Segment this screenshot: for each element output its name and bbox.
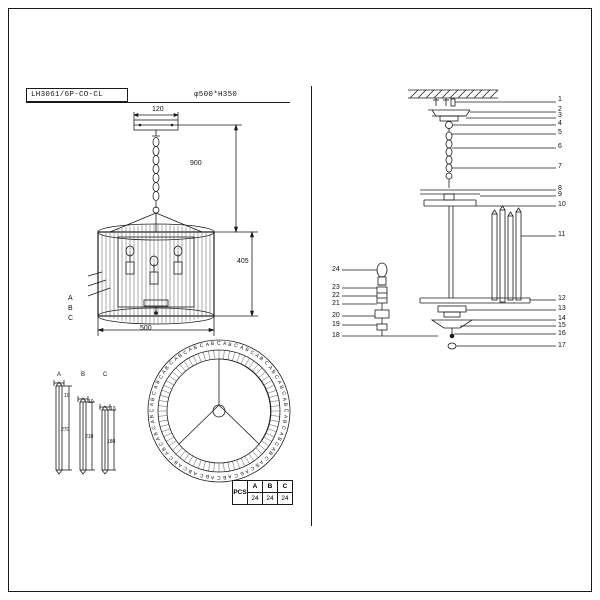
plan-ring-letter: C [168, 454, 176, 461]
plan-ring-letter: A [187, 346, 194, 354]
plan-ring-letter: A [164, 450, 172, 457]
callout-left-23: 23 [332, 284, 340, 291]
plan-ring-letter: A [193, 469, 199, 477]
plan-ring-letter: A [149, 402, 156, 407]
callout-right-17: 17 [558, 342, 566, 349]
callout-right-5: 5 [558, 129, 562, 136]
plan-ring-letter: A [177, 461, 184, 469]
dimension-text: φ500*H350 [194, 91, 238, 99]
plan-ring-letter: A [280, 396, 288, 402]
plan-ring-letter: B [152, 430, 160, 436]
plan-ring-letter: C [157, 374, 165, 381]
plan-ring-letter: C [182, 349, 189, 357]
plan-ring-letter: C [248, 349, 256, 357]
callout-right-4: 4 [558, 120, 562, 127]
pcs-table-val-c: 24 [278, 493, 293, 505]
plan-ring-letter: B [222, 473, 227, 480]
callout-right-14: 14 [558, 315, 566, 322]
elevation-crystal-label-b: B [68, 305, 73, 312]
callout-left-18: 18 [332, 332, 340, 339]
plan-ring-letter: C [248, 464, 256, 472]
plan-ring-letter: A [204, 341, 210, 349]
plan-ring-letter: B [253, 461, 260, 469]
plan-ring-letter: C [272, 374, 280, 381]
plan-ring-letter: C [262, 454, 270, 461]
pcs-table-corner: PCS [233, 481, 248, 505]
plan-ring-letter: C [157, 440, 165, 447]
pcs-table [232, 480, 293, 505]
plan-ring-letter: C [272, 440, 280, 447]
plan-ring-letter: C [199, 342, 205, 350]
pcs-table-val-b: 24 [263, 493, 278, 505]
chandelier-elevation-drawing [26, 104, 290, 344]
title-underline [26, 102, 290, 103]
plan-ring-letter: A [281, 414, 289, 419]
plan-ring-letter: A [149, 419, 157, 425]
callout-right-9: 9 [558, 191, 562, 198]
pcs-table-col-b: B [263, 481, 278, 493]
plan-ring-letter: B [172, 458, 180, 465]
crystal-width-a: 10 [64, 393, 70, 399]
plan-ring-letter: C [217, 341, 221, 347]
plan-ring-letter: B [277, 385, 285, 391]
plan-ring-letter: B [266, 450, 273, 457]
callout-right-7: 7 [558, 163, 562, 170]
plan-ring-letter: A [152, 385, 160, 391]
crystal-width-b: 10 [88, 399, 94, 405]
plan-ring-letter: B [228, 341, 233, 349]
plan-ring-letter: C [182, 464, 189, 472]
crystal-group-label-c: C [103, 372, 108, 378]
callout-right-16: 16 [558, 330, 566, 337]
plan-ring-letter: B [193, 344, 199, 352]
model-code-box [26, 88, 128, 102]
plan-ring-letter: B [210, 341, 215, 348]
crystal-group-label-a: A [57, 372, 62, 378]
plan-ring-letter: B [149, 396, 157, 402]
callout-right-13: 13 [558, 305, 566, 312]
plan-ring-letter: A [243, 467, 250, 475]
plan-ring-letter: A [266, 364, 273, 371]
plan-ring-letter: C [262, 360, 270, 367]
callout-right-3: 3 [558, 112, 562, 119]
elevation-crystal-label-c: C [68, 315, 74, 322]
crystal-width-c: 10 [110, 406, 116, 412]
dim-chain-height-label: 900 [190, 160, 202, 167]
plan-ring-letter: B [258, 356, 265, 363]
callout-left-21: 21 [332, 300, 340, 307]
plan-ring-letter: B [154, 379, 162, 386]
plan-ring-letter: B [149, 414, 156, 419]
plan-ring-letter: C [199, 471, 205, 479]
crystal-length-a: 270 [61, 427, 70, 433]
plan-ring-letter: B [238, 469, 245, 477]
plan-ring-letter: A [210, 473, 215, 480]
plan-ring-letter: B [204, 472, 210, 480]
plan-ring-letter: C [151, 425, 158, 431]
callout-right-11: 11 [558, 231, 566, 238]
crystal-group-label-b: B [81, 372, 86, 378]
crystal-length-c: 180 [107, 439, 116, 445]
plan-ring-letter: A [277, 430, 285, 436]
plan-ring-letter: A [172, 356, 180, 363]
plan-ring-letter: C [151, 390, 158, 396]
crystal-length-b: 210 [85, 434, 94, 440]
plan-ring-letter: C [279, 390, 287, 396]
callout-left-22: 22 [332, 292, 340, 299]
dim-top-width-label: 120 [152, 106, 164, 113]
plan-ring-letter: C [233, 342, 239, 350]
plan-ring-letter: B [243, 346, 250, 354]
pcs-table-val-a: 24 [248, 493, 263, 505]
plan-ring-letter: A [160, 369, 168, 376]
plan-ring-letter: C [168, 360, 176, 367]
callout-left-20: 20 [332, 312, 340, 319]
callout-right-12: 12 [558, 295, 566, 302]
callout-right-8: 8 [558, 185, 562, 192]
callout-right-1: 1 [558, 96, 562, 103]
plan-ring-sequence [144, 336, 294, 486]
dimension-box [190, 88, 290, 102]
crystal-detail-drawings [48, 378, 118, 488]
plan-ring-letter: A [154, 435, 162, 442]
plan-ring-letter: B [269, 369, 277, 376]
plan-ring-letter: A [258, 458, 265, 465]
plan-ring-letter: C [217, 474, 221, 480]
dim-body-height-label: 405 [237, 258, 249, 265]
elevation-crystal-label-a: A [68, 295, 73, 302]
plan-ring-letter: C [282, 408, 289, 413]
plan-ring-letter: B [275, 435, 283, 442]
plan-ring-letter: A [269, 445, 277, 452]
callout-right-15: 15 [558, 322, 566, 329]
plan-ring-letter: B [187, 467, 194, 475]
plan-ring-letter: A [275, 379, 283, 386]
plan-ring-letter: A [222, 341, 227, 348]
plan-ring-letter: B [177, 352, 184, 360]
callout-right-6: 6 [558, 143, 562, 150]
callout-left-19: 19 [332, 321, 340, 328]
callout-right-10: 10 [558, 201, 566, 208]
exploded-assembly-drawing [320, 84, 580, 384]
plan-ring-letter: B [280, 419, 288, 425]
plan-ring-letter: A [228, 472, 233, 480]
plan-ring-letter: A [253, 352, 260, 360]
plan-ring-letter: C [149, 408, 156, 413]
callout-left-24: 24 [332, 266, 340, 273]
pcs-table-col-c: C [278, 481, 293, 493]
callout-right-2: 2 [558, 106, 562, 113]
plan-ring-letter: A [238, 344, 245, 352]
plan-ring-letter: C [279, 425, 287, 431]
plan-ring-letter: B [164, 364, 172, 371]
model-code-text: LH3061/6P-CO-CL [31, 91, 104, 99]
dim-body-width-label: 500 [140, 325, 152, 332]
panel-divider [311, 86, 312, 526]
pcs-table-col-a: A [248, 481, 263, 493]
plan-ring-letter: B [281, 402, 289, 407]
plan-ring-letter: B [160, 445, 168, 452]
plan-ring-letter: C [233, 471, 239, 479]
